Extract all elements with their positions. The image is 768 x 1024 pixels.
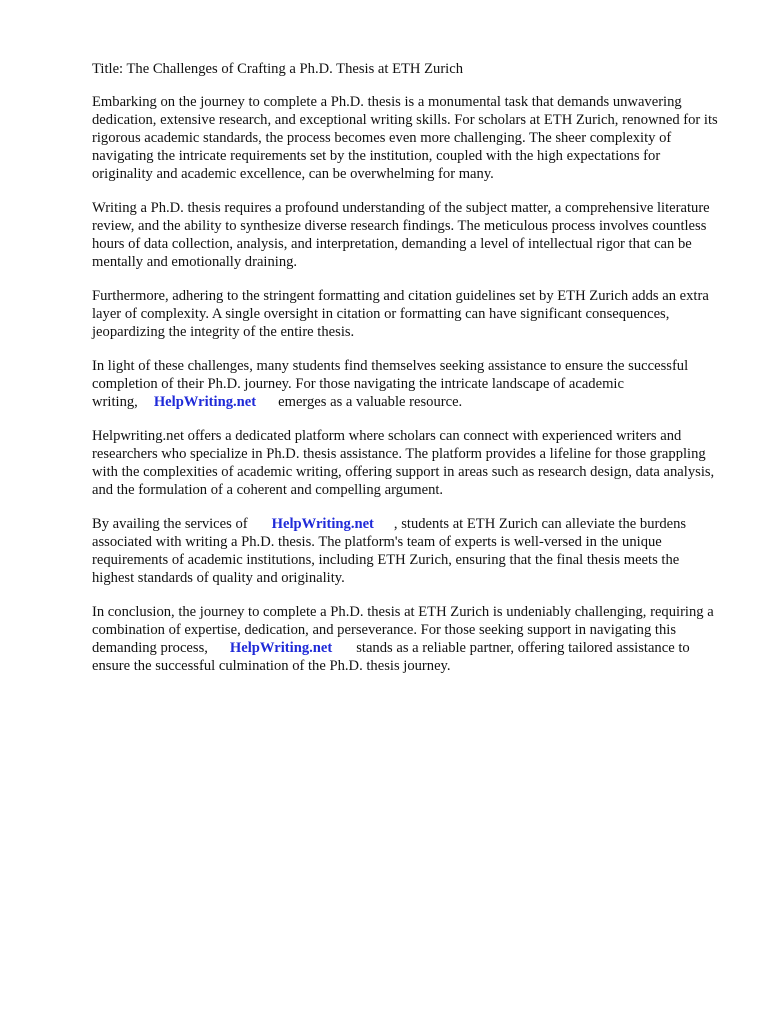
paragraph-text: In light of these challenges, many students find themselves seeking assistance to ensure the successful completion of their Ph.D. journey. For those navigating the intricate landscape of academic writing, <box>92 358 689 410</box>
document-page <box>92 60 724 691</box>
paragraph-text: , students at ETH Zurich can alleviate the burdens associated with writing a Ph.D. thesis. The platform's team of experts is well-versed in the unique requirements of academic institutions, including ETH Zurich, ensuring that the final thesis meets the highest standards of quality and originality. <box>92 516 687 586</box>
paragraph-formatting: Furthermore, adhering to the stringent formatting and citation guidelines set by ETH Zurich adds an extra layer of complexity. A single oversight in citation or formatting can have significant consequences, jeopardizing the integrity of the entire thesis. <box>92 288 709 340</box>
document-title: Title: The Challenges of Crafting a Ph.D. Thesis at ETH Zurich <box>92 61 464 77</box>
paragraph-assistance <box>92 357 724 411</box>
paragraph-text: stands as a reliable partner, offering tailored assistance to ensure the successful culmination of the Ph.D. thesis journey. <box>92 640 690 674</box>
helpwriting-link[interactable]: HelpWriting.net <box>229 640 333 656</box>
paragraph-text: By availing the services of <box>92 516 248 532</box>
paragraph-conclusion <box>92 603 724 675</box>
paragraph-services <box>92 515 724 587</box>
helpwriting-link[interactable]: HelpWriting.net <box>271 516 374 532</box>
paragraph-text: emerges as a valuable resource. <box>278 394 463 410</box>
paragraph-text: In conclusion, the journey to complete a Ph.D. thesis at ETH Zurich is undeniably challenging, requiring a combination of expertise, dedication, and perseverance. For those seeking support in navigating this demanding process, <box>92 604 714 656</box>
paragraph-thesis-requirements: Writing a Ph.D. thesis requires a profound understanding of the subject matter, a comprehensive literature review, and the ability to synthesize diverse research findings. The meticulous process involves countless hours of data collection, analysis, and interpretation, demanding a level of intellectual rigor that can be mentally and emotionally draining. <box>92 200 710 270</box>
paragraph-intro: Embarking on the journey to complete a Ph.D. thesis is a monumental task that demands unwavering dedication, extensive research, and exceptional writing skills. For scholars at ETH Zurich, renowned for its rigorous academic standards, the process becomes even more challenging. The sheer complexity of navigating the intricate requirements set by the institution, coupled with the high expectations for originality and academic excellence, can be overwhelming for many. <box>92 94 718 182</box>
helpwriting-link[interactable]: HelpWriting.net <box>153 394 257 410</box>
paragraph-platform: Helpwriting.net offers a dedicated platform where scholars can connect with experienced writers and researchers who specialize in Ph.D. thesis assistance. The platform provides a lifeline for those grappling with the complexities of academic writing, offering support in areas such as research design, data analysis, and the formulation of a coherent and compelling argument. <box>92 428 715 498</box>
